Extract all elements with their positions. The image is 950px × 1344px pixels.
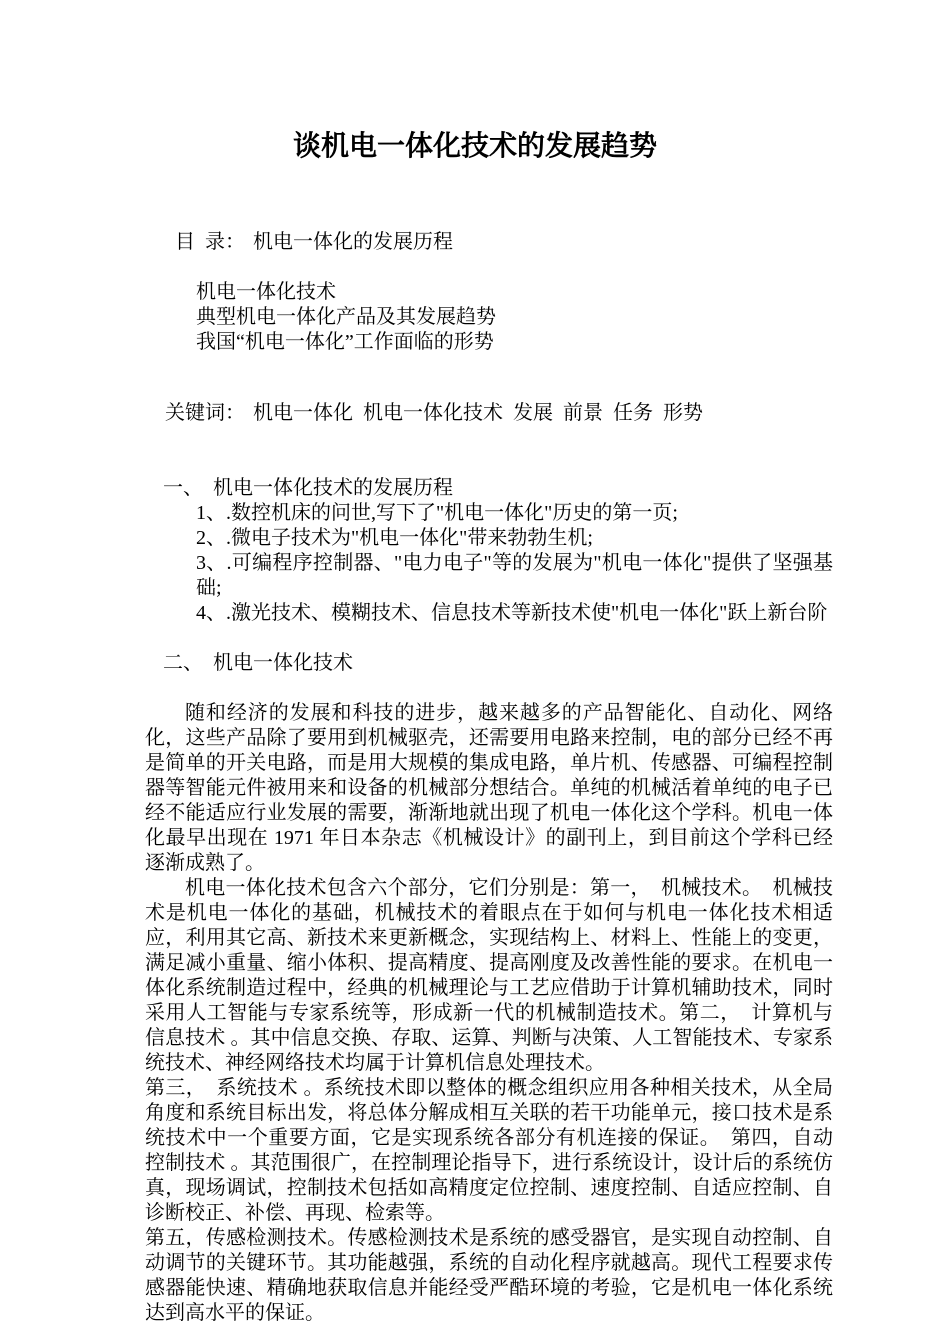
list-item: 4、.激光技术、模糊技术、信息技术等新技术使"机电一体化"跃上新台阶 — [196, 602, 828, 624]
toc-item: 机电一体化技术 — [196, 281, 336, 303]
section-1-heading: 一、 机电一体化技术的发展历程 — [163, 477, 453, 499]
toc-item: 我国“机电一体化”工作面临的形势 — [196, 331, 494, 353]
keywords-line — [145, 376, 833, 451]
list-item: 1、.数控机床的问世,写下了"机电一体化"历史的第一页; — [196, 502, 678, 524]
table-of-contents — [145, 205, 833, 355]
toc-label: 目 录： — [175, 231, 245, 253]
section-1-list — [145, 501, 833, 626]
keywords-text: 机电一体化 机电一体化技术 发展 前景 任务 形势 — [253, 402, 703, 424]
section-2-heading: 二、 机电一体化技术 — [163, 652, 353, 674]
paragraph: 机电一体化技术包含六个部分，它们分别是：第一， 机械技术。 机械技术是机电一体化的基础，机械技术的着眼点在于如何与机电一体化技术相适应，利用其它高、新技术来更新概念，实现结构上、材料上、性能上的变更，满足减小重量、缩小体积、提高精度、提高刚度及改善性能的要求。在机电一体化系统制造过程中，经典的机械理论与工艺应借助于计算机辅助技术，同时采用人工智能与专家系统等，形成新一代的机械制造技术。第二， 计算机与信息技术 。其中信息交换、存取、运算、判断与决策、人工智能技术、专家系统技术、神经网络技术均属于计算机信息处理技术。 — [145, 877, 833, 1074]
toc-first-line — [145, 205, 833, 280]
list-item: 2、.微电子技术为"机电一体化"带来勃勃生机; — [196, 527, 593, 549]
paragraph: 随和经济的发展和科技的进步，越来越多的产品智能化、自动化、网络化，这些产品除了要用到机械驱壳，还需要用电路来控制，电的部分已经不再是简单的开关电路，而是用大规模的集成电路，单片机、传感器、可编程控制器等智能元件被用来和设备的机械部分想结合。单纯的机械活着单纯的电子已经不能适应行业发展的需要，渐渐地就出现了机电一体化这个学科。机电一体化最早出现在 1971 年日本杂志《机械设计》的副刊上，到目前这个学科已经逐渐成熟了。 — [145, 702, 833, 874]
paragraph: 第五，传感检测技术。传感检测技术是系统的感受器官，是实现自动控制、自动调节的关键环节。其功能越强，系统的自动化程序就越高。现代工程要求传感器能快速、精确地获取信息并能经受严酷环境的考验，它是机电一体化系统达到高水平的保证。 — [145, 1227, 833, 1324]
list-item: 3、.可编程序控制器、"电力电子"等的发展为"机电一体化"提供了坚强基础; — [196, 552, 833, 599]
document-title: 谈机电一体化技术的发展趋势 — [292, 131, 657, 162]
keywords-label: 关键词： — [165, 402, 245, 424]
section-2-body — [145, 701, 833, 1326]
toc-item: 机电一体化的发展历程 — [253, 231, 453, 253]
paragraph: 第三， 系统技术 。系统技术即以整体的概念组织应用各种相关技术，从全局角度和系统目标出发，将总体分解成相互关联的若干功能单元，接口技术是系统技术中一个重要方面，它是实现系统各部分有机连接的保证。 第四，自动控制技术 。其范围很广，在控制理论指导下，进行系统设计，设计后的系统仿真，现场调试，控制技术包括如高精度定位控制、速度控制、自适应控制、自诊断校正、补偿、再现、检索等。 — [145, 1077, 833, 1224]
toc-item: 典型机电一体化产品及其发展趋势 — [196, 306, 496, 328]
